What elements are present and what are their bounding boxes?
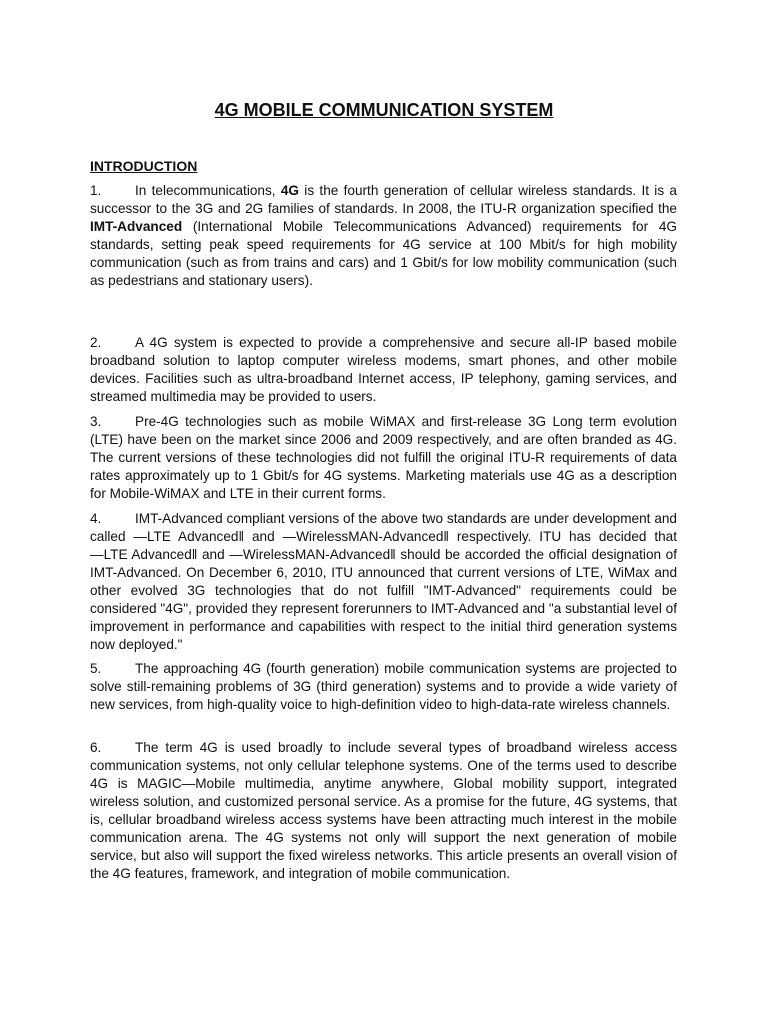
paragraph-text: Pre-4G technologies such as mobile WiMAX and first-release 3G Long term evolution (LTE) have been on the market since 2006 and 2009 respectively, and are often branded as 4G. The current versions of these technologies did not fulfill the original ITU-R requirements of data rates approximately up to 1 Gbit/s for 4G systems. Marketing materials use 4G as a description for Mobile-WiMAX and LTE in their current forms. (90, 414, 677, 501)
paragraph-number: 2. (90, 335, 102, 350)
paragraph-text: IMT-Advanced compliant versions of the above two standards are under development and called ―LTE Advanced‖ and ―WirelessMAN-Advanced‖ respectively. ITU has decided that ―LTE Advanced‖ and ―WirelessMAN-Advanced‖ should be accorded the official designation of IMT-Advanced. On December 6, 2010, ITU announced that current versions of LTE, WiMax and other evolved 3G technologies that do not fulfill "IMT-Advanced" requirements could be considered "4G", provided they represent forerunners to IMT-Advanced and "a substantial level of improvement in performance and capabilities with respect to the initial third generation systems now deployed." (90, 511, 677, 652)
paragraph-text: In telecommunications, (135, 183, 281, 198)
paragraph-5 (90, 660, 677, 714)
section-heading-introduction: INTRODUCTION (90, 158, 198, 174)
paragraph-number: 6. (90, 740, 102, 755)
paragraph-text: (International Mobile Telecommunications Advanced) requirements for 4G standards, setting peak speed requirements for 4G service at 100 Mbit/s for high mobility communication (such as from trains and cars) and 1 Gbit/s for low mobility communication (such as pedestrians and stationary users). (90, 219, 677, 288)
bold-term-4g: 4G (280, 183, 299, 198)
paragraph-1 (90, 182, 677, 290)
paragraph-text: is the fourth generation of cellular wireless standards. It is a successor to the 3G and 2G families of standards. In 2008, the ITU-R organization specified the (90, 183, 677, 216)
paragraph-number: 4. (90, 511, 102, 526)
document-title: 4G MOBILE COMMUNICATION SYSTEM (214, 100, 554, 120)
paragraph-text: The approaching 4G (fourth generation) mobile communication systems are projected to solve still-remaining problems of 3G (third generation) systems and to provide a wide variety of new services, from high-quality voice to high-definition video to high-data-rate wireless channels. (90, 661, 677, 712)
bold-term-imt-advanced: IMT-Advanced (90, 219, 183, 234)
paragraph-6 (90, 739, 677, 883)
paragraph-3 (90, 413, 677, 503)
paragraph-text: The term 4G is used broadly to include several types of broadband wireless access communication systems, not only cellular telephone systems. One of the terms used to describe 4G is MAGIC—Mobile multimedia, anytime anywhere, Global mobility support, integrated wireless solution, and customized personal service. As a promise for the future, 4G systems, that is, cellular broadband wireless access systems have been attracting much interest in the mobile communication arena. The 4G systems not only will support the next generation of mobile service, but also will support the fixed wireless networks. This article presents an overall vision of the 4G features, framework, and integration of mobile communication. (90, 740, 677, 881)
paragraph-number: 5. (90, 661, 102, 676)
paragraph-number: 3. (90, 414, 102, 429)
paragraph-number: 1. (90, 183, 102, 198)
paragraph-4 (90, 510, 677, 654)
paragraph-text: A 4G system is expected to provide a comprehensive and secure all-IP based mobile broadband solution to laptop computer wireless modems, smart phones, and other mobile devices. Facilities such as ultra-broadband Internet access, IP telephony, gaming services, and streamed multimedia may be provided to users. (90, 335, 677, 404)
paragraph-2 (90, 334, 677, 406)
